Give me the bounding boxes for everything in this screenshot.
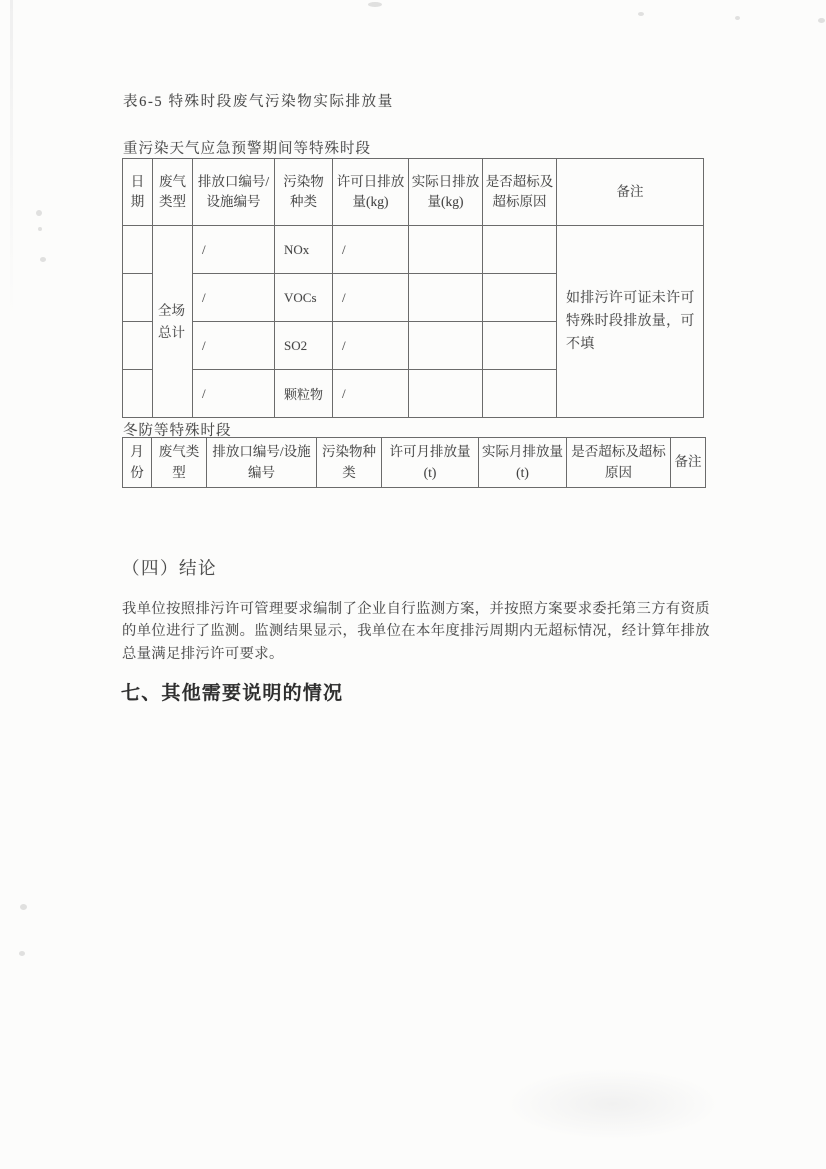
table-row <box>123 226 704 274</box>
cell-date <box>123 274 153 322</box>
cell-date <box>123 322 153 370</box>
scan-speck <box>638 12 644 16</box>
header-cell-pollutant: 污染物种类 <box>317 438 382 488</box>
cell-exceedance <box>483 322 557 370</box>
cell-actual-daily <box>409 370 483 418</box>
cell-actual-daily <box>409 322 483 370</box>
cell-outlet-no: / <box>193 274 275 322</box>
cell-remark: 如排污许可证未许可特殊时段排放量，可不填 <box>557 226 704 418</box>
scan-speck <box>38 227 42 231</box>
cell-outlet-no: / <box>193 370 275 418</box>
scan-speck <box>735 16 740 20</box>
cell-exceedance <box>483 226 557 274</box>
cell-exceedance <box>483 274 557 322</box>
header-row <box>123 159 704 226</box>
cell-permitted-daily: / <box>333 226 409 274</box>
table-title: 表6-5 特殊时段废气污染物实际排放量 <box>123 94 394 110</box>
header-cell-gas-type: 废气类型 <box>152 438 207 488</box>
scan-speck <box>40 257 46 262</box>
header-cell-permitted-daily: 许可日排放量(kg) <box>333 159 409 226</box>
cell-date <box>123 226 153 274</box>
other-info-heading: 七、其他需要说明的情况 <box>121 683 344 704</box>
conclusion-heading: （四）结论 <box>122 558 217 578</box>
header-cell-remark: 备注 <box>671 438 706 488</box>
cell-outlet-no: / <box>193 322 275 370</box>
special-period-table <box>122 158 704 418</box>
scan-speck <box>368 2 382 7</box>
cell-actual-daily <box>409 274 483 322</box>
cell-pollutant: VOCs <box>275 274 333 322</box>
header-cell-exceedance: 是否超标及超标原因 <box>567 438 671 488</box>
cell-date <box>123 370 153 418</box>
scan-speck <box>36 210 42 216</box>
cell-gas-type-total: 全场总计 <box>153 226 193 418</box>
scan-smudge <box>505 1068 720 1140</box>
header-cell-outlet-no: 排放口编号/设施编号 <box>193 159 275 226</box>
cell-pollutant: 颗粒物 <box>275 370 333 418</box>
scan-speck <box>20 904 27 910</box>
cell-pollutant: SO2 <box>275 322 333 370</box>
winter-period-caption: 冬防等特殊时段 <box>123 423 232 439</box>
cell-permitted-daily: / <box>333 370 409 418</box>
header-cell-exceedance: 是否超标及超标原因 <box>483 159 557 226</box>
cell-pollutant: NOx <box>275 226 333 274</box>
header-cell-outlet-no: 排放口编号/设施编号 <box>207 438 317 488</box>
header-cell-remark: 备注 <box>557 159 704 226</box>
cell-outlet-no: / <box>193 226 275 274</box>
header-cell-pollutant: 污染物种类 <box>275 159 333 226</box>
special-period-caption: 重污染天气应急预警期间等特殊时段 <box>123 141 371 157</box>
cell-permitted-daily: / <box>333 274 409 322</box>
header-row <box>123 438 706 488</box>
cell-exceedance <box>483 370 557 418</box>
scan-speck <box>818 18 825 23</box>
header-cell-permitted-monthly: 许可月排放量(t) <box>382 438 479 488</box>
conclusion-paragraph: 我单位按照排污许可管理要求编制了企业自行监测方案，并按照方案要求委托第三方有资质的单位进行了监测。监测结果显示，我单位在本年度排污周期内无超标情况，经计算年排放总量满足排污许可要求。 <box>122 601 710 662</box>
header-cell-actual-monthly: 实际月排放量(t) <box>479 438 567 488</box>
cell-permitted-daily: / <box>333 322 409 370</box>
scan-edge-shadow <box>10 0 13 320</box>
header-cell-month: 月份 <box>123 438 152 488</box>
header-cell-actual-daily: 实际日排放量(kg) <box>409 159 483 226</box>
winter-period-table <box>122 437 706 488</box>
header-cell-gas-type: 废气类型 <box>153 159 193 226</box>
header-cell-date: 日期 <box>123 159 153 226</box>
scan-speck <box>19 951 25 956</box>
cell-actual-daily <box>409 226 483 274</box>
